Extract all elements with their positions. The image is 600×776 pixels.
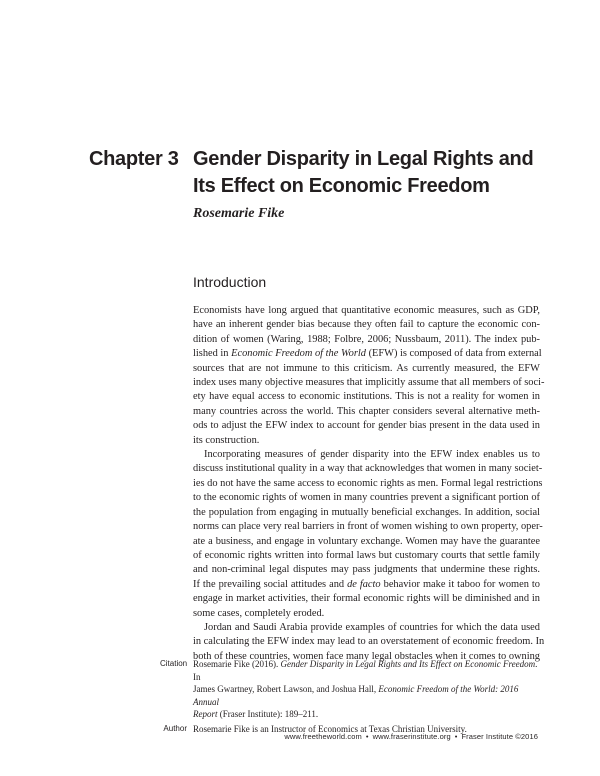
footer-copyright: Fraser Institute ©2016	[461, 732, 538, 741]
citation-note	[160, 658, 550, 721]
author-label: Author	[163, 723, 187, 733]
text-line: ods to adjust the EFW index to account for gender bias present in the data used in	[193, 420, 540, 432]
text-line: ety have equal access to economic institutions. This is not a reality for women in	[193, 391, 540, 403]
text-line: ies do not have the same access to economic rights as men. Formal legal restrictions	[193, 477, 543, 489]
chapter-title	[193, 146, 563, 200]
text-line: in calculating the EFW index may lead to an overstatement of economic freedom. In	[193, 636, 545, 648]
text-line: and non-criminal legal disputes may pass judgments that undermine these rights.	[193, 564, 540, 576]
publication-title: Economic Freedom of the World	[231, 348, 366, 360]
chapter-title-line-1: Gender Disparity in Legal Rights and	[193, 148, 534, 170]
text-line: have an inherent gender bias because they often fail to capture the economic con-	[193, 319, 540, 331]
text-fragment: (EFW) is composed of data from external	[365, 348, 542, 360]
text-line: engage in market activities, their formal economic rights will be diminished and in	[193, 593, 540, 605]
text-line: many countries across the world. This chapter considers several alternative meth-	[193, 405, 540, 417]
text-fragment: If the prevailing social attitudes and	[193, 578, 348, 590]
text-fragment: lished in	[193, 348, 232, 360]
author-text: Rosemarie Fike is an Instructor of Economics at Texas Christian University.	[193, 723, 467, 734]
text-line: Incorporating measures of gender disparity into the EFW index enables us to	[204, 449, 540, 461]
paragraph-1	[193, 304, 545, 448]
paragraph-2	[193, 448, 543, 621]
text-line: of economic rights written into formal laws but customary courts that settle family	[193, 549, 540, 561]
text-line	[193, 578, 540, 592]
text-line: Jordan and Saudi Arabia provide examples of countries for which the data used	[204, 621, 540, 633]
footnotes	[160, 658, 550, 735]
page-footer	[284, 732, 538, 741]
footer-bullet: •	[454, 732, 458, 741]
text-line: norms can place very real barriers in front of women wishing to own property, oper-	[193, 521, 543, 533]
italic-term: de facto	[347, 578, 381, 590]
footer-bullet: •	[365, 732, 369, 741]
text-line: ate a business, and engage in voluntary exchange. Women may have the guarantee	[193, 535, 540, 547]
footer-link-fraserinstitute[interactable]: www.fraserinstitute.org	[372, 732, 451, 741]
chapter-number: Chapter 3	[89, 148, 179, 170]
citation-text: Rosemarie Fike (2016). Gender Disparity in Legal Rights and Its Effect on Economic Freedom. In James Gwartney, Robert Lawson, and Joshua Hall, Economic Freedom of the World: 2016 Annual Report (Fraser Institute): 189–211.	[193, 659, 538, 719]
text-line	[193, 347, 540, 361]
text-line: dition of women (Waring, 1988; Folbre, 2006; Nussbaum, 2011). The index pub-	[193, 333, 540, 345]
text-line: sources that are not immune to this criticism. As currently measured, the EFW	[193, 362, 540, 374]
text-line: discuss institutional quality in a way that acknowledges that women in many societ-	[193, 463, 543, 475]
section-heading: Introduction	[193, 274, 267, 290]
body-text	[193, 304, 545, 664]
text-line: the population from engaging in mutually beneficial exchanges. In addition, social	[193, 506, 540, 518]
text-line: its construction.	[193, 434, 260, 446]
footer-link-freetheworld[interactable]: www.freetheworld.com	[284, 732, 362, 741]
chapter-author: Rosemarie Fike	[193, 206, 285, 221]
text-line: some cases, completely eroded.	[193, 607, 325, 619]
text-line: index uses many objective measures that implicitly assume that all members of soci-	[193, 377, 545, 389]
text-line: Economists have long argued that quantitative economic measures, such as GDP,	[193, 305, 540, 316]
chapter-title-line-2: Its Effect on Economic Freedom	[193, 175, 490, 197]
text-fragment: behavior make it taboo for women to	[380, 578, 540, 590]
text-line: to the economic rights of women in many countries prevent a significant portion of	[193, 492, 540, 504]
citation-label: Citation	[160, 659, 188, 668]
text-line: both of these countries, women face many legal obstacles when it comes to owning	[193, 650, 540, 662]
